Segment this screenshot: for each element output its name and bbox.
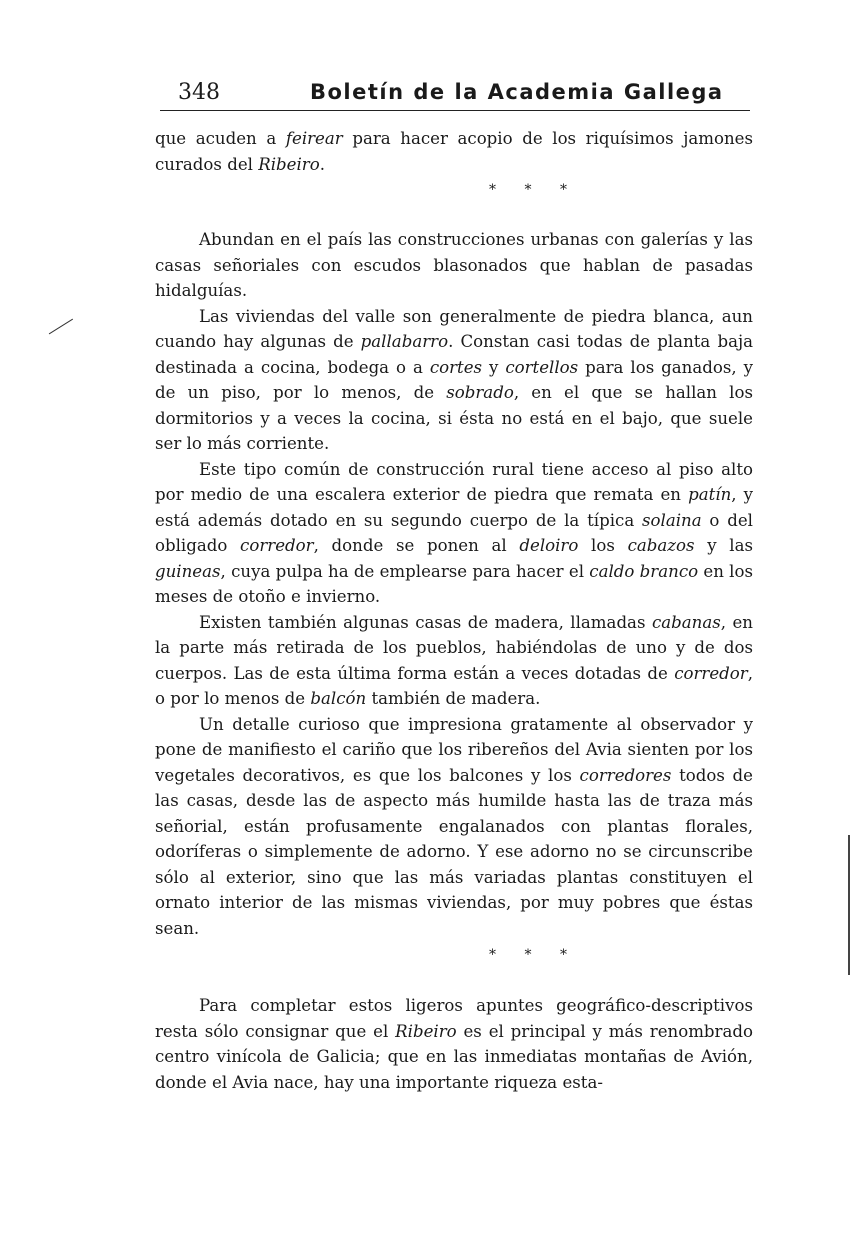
page-header xyxy=(160,78,750,111)
paragraph: Este tipo común de construcción rural tiene acceso al piso alto por medio de una escalera exterior de piedra que remata en patín, y está además dotado en su segundo cuerpo de la típica solaina o del obligado corredor, donde se ponen al deloiro los cabazos y las guineas, cuya pulpa ha de emplearse para hacer el caldo branco en los meses de otoño e invierno. xyxy=(155,459,753,606)
paragraph: que acuden a feirear para hacer acopio de los riquísimos jamones curados del Ribeiro. xyxy=(155,129,753,174)
margin-mark xyxy=(49,319,73,335)
paragraph: Abundan en el país las construcciones urbanas con galerías y las casas señoriales con escudos blasonados que hablan de pasadas hidalguías. xyxy=(155,230,753,300)
page-body xyxy=(155,126,753,1095)
section-separator: * * * xyxy=(489,947,579,963)
section-separator: * * * xyxy=(489,182,579,198)
page-number: 348 xyxy=(178,80,220,105)
running-title: Boletín de la Academia Gallega xyxy=(310,80,724,104)
paragraph: Existen también algunas casas de madera, llamadas cabanas, en la parte más retirada de los pueblos, habiéndolas de uno y de dos cuerpos. Las de esta última forma están a veces dotadas de corredor, o por lo menos de balcón también de madera. xyxy=(155,612,753,708)
paragraph: Las viviendas del valle son generalmente de piedra blanca, aun cuando hay algunas de pallabarro. Constan casi todas de planta baja destinada a cocina, bodega o a cortes y cortellos para los ganados, y de un piso, por lo menos, de sobrado, en el que se hallan los dormitorios y a veces la cocina, si ésta no está en el bajo, que suele ser lo más corriente. xyxy=(155,306,753,453)
paragraph: Un detalle curioso que impresiona gratamente al observador y pone de manifiesto el cariño que los ribereños del Avia sienten por los vegetales decorativos, es que los balcones y los corredores todos de las casas, desde las de aspecto más humilde hasta las de traza más señorial, están profusamente engalanados con plantas florales, odoríferas o simplemente de adorno. Y ese adorno no se circunscribe sólo al exterior, sino que las más variadas plantas constituyen el ornato interior de las mismas viviendas, por muy pobres que éstas sean. xyxy=(155,714,753,938)
paragraph: Para completar estos ligeros apuntes geográfico-descriptivos resta sólo consignar que el Ribeiro es el principal y más renombrado centro vinícola de Galicia; que en las inmediatas montañas de Avión, donde el Avia nace, hay una importante riqueza esta- xyxy=(155,996,753,1092)
